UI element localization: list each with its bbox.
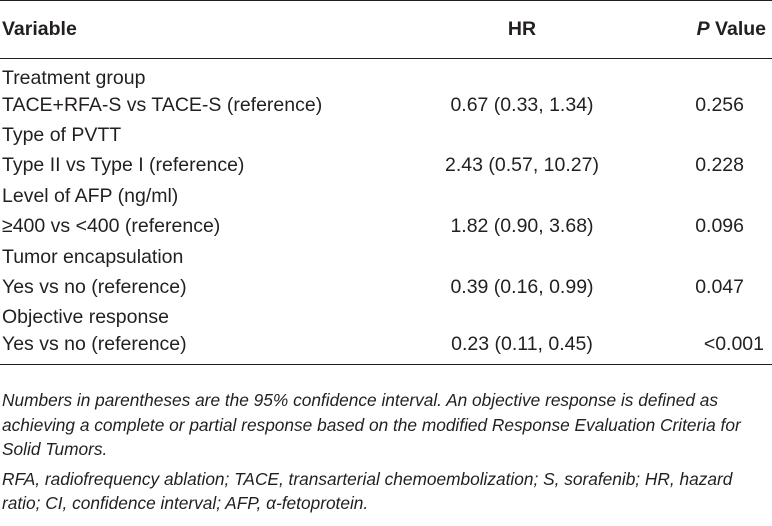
table-row xyxy=(0,120,772,150)
row-hr xyxy=(402,120,642,150)
table-footnotes xyxy=(2,388,770,516)
row-variable: ≥400 vs <400 (reference) xyxy=(2,215,221,238)
table-row xyxy=(0,90,772,120)
row-variable: Treatment group xyxy=(2,67,146,89)
table-row xyxy=(0,59,772,91)
row-p: 0.047 xyxy=(695,276,744,299)
footnote-abbreviations: RFA, radiofrequency ablation; TACE, transarterial chemoembolization; S, sorafenib; HR, hazard ratio; CI, confidence interval; AFP, α-fetoprotein. xyxy=(2,468,733,514)
table-row xyxy=(0,272,772,302)
table-row xyxy=(0,303,772,333)
row-hr xyxy=(402,242,642,272)
header-hr: HR xyxy=(402,1,642,59)
row-variable: TACE+RFA-S vs TACE-S (reference) xyxy=(2,93,323,116)
row-hr: 2.43 (0.57, 10.27) xyxy=(445,154,599,177)
row-hr xyxy=(402,59,642,91)
row-hr: 1.82 (0.90, 3.68) xyxy=(450,215,594,238)
row-variable: Yes vs no (reference) xyxy=(2,276,187,299)
row-variable: Yes vs no (reference) xyxy=(0,333,402,365)
table-row xyxy=(0,212,772,242)
row-hr: 0.39 (0.16, 0.99) xyxy=(450,276,594,299)
row-p xyxy=(642,120,772,150)
row-p xyxy=(642,242,772,272)
footnote-confidence-interval: Numbers in parentheses are the 95% confidence interval. An objective response is defined as achieving a complete or partial response based on the modified Response Evaluation Criteria for Solid Tumors. xyxy=(2,390,741,460)
header-p-value xyxy=(642,1,772,59)
row-hr xyxy=(402,181,642,211)
row-p: <0.001 xyxy=(642,333,772,365)
table-row xyxy=(0,181,772,211)
row-hr: 0.67 (0.33, 1.34) xyxy=(450,93,594,116)
table-row xyxy=(0,333,772,365)
table-header-row xyxy=(0,1,772,59)
row-p: 0.228 xyxy=(695,154,744,177)
row-hr xyxy=(402,303,642,333)
row-variable: Type of PVTT xyxy=(2,124,122,147)
row-p: 0.256 xyxy=(695,93,744,116)
header-variable: Variable xyxy=(0,1,402,59)
row-p: 0.096 xyxy=(695,215,744,238)
header-p-italic: P xyxy=(696,18,710,40)
row-p xyxy=(642,303,772,333)
row-hr: 0.23 (0.11, 0.45) xyxy=(402,333,642,365)
row-p xyxy=(642,181,772,211)
row-variable: Type II vs Type I (reference) xyxy=(2,154,245,177)
header-p-rest: Value xyxy=(709,18,766,40)
table-row xyxy=(0,242,772,272)
row-variable: Level of AFP (ng/ml) xyxy=(2,184,179,207)
row-variable: Objective response xyxy=(2,306,169,329)
row-p xyxy=(642,59,772,91)
table-row xyxy=(0,151,772,181)
row-variable: Tumor encapsulation xyxy=(2,245,184,268)
